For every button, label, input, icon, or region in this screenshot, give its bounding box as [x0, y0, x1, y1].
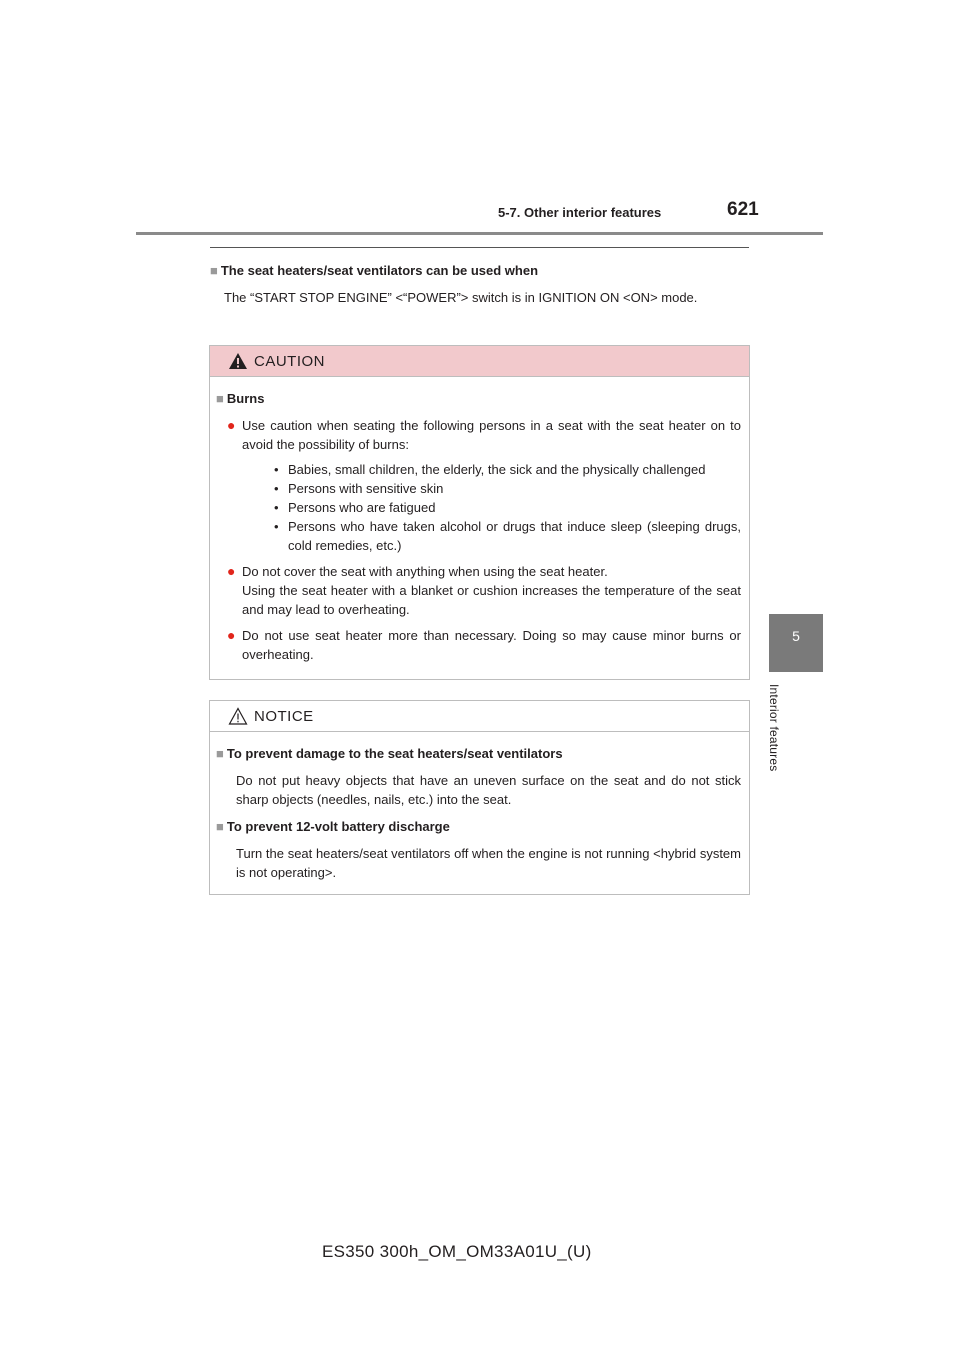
caution-sub-list: [274, 460, 741, 555]
caution-bullet: [216, 416, 741, 555]
caution-sub-item: • Persons who have taken alcohol or drugs that induce sleep (sleeping drugs, cold remedies, etc.): [274, 519, 741, 553]
intro-heading: The seat heaters/seat ventilators can be used when: [220, 263, 539, 278]
notice-title: NOTICE: [254, 708, 314, 725]
chapter-number: 5: [792, 628, 800, 644]
caution-bullet-text: Do not use seat heater more than necessary. Doing so may cause minor burns or overheating.: [242, 628, 741, 662]
caution-bullet-text: Do not cover the seat with anything when using the seat heater.: [242, 564, 608, 579]
notice-text: Do not put heavy objects that have an uneven surface on the seat and do not stick sharp objects (needles, nails, etc.) into the seat.: [236, 773, 741, 807]
header-section-title: 5-7. Other interior features: [498, 205, 662, 220]
warning-outline-icon: [228, 707, 248, 725]
notice-heading: To prevent 12-volt battery discharge: [226, 819, 450, 834]
notice-header: [210, 701, 749, 732]
notice-body: [210, 732, 749, 882]
red-dot-icon: ●: [227, 627, 236, 643]
caution-sub-item: • Babies, small children, the elderly, the sick and the physically challenged: [274, 462, 706, 477]
warning-icon: [228, 352, 248, 370]
caution-title: CAUTION: [254, 353, 325, 370]
notice-heading: To prevent damage to the seat heaters/seat ventilators: [226, 746, 563, 761]
caution-bullet-text: Use caution when seating the following persons in a seat with the seat heater on to avoid the possibility of burns:: [242, 418, 741, 452]
square-bullet-icon: ■: [216, 391, 224, 406]
intro-section: [210, 261, 750, 307]
chapter-tab: [769, 614, 823, 672]
square-bullet-icon: ■: [216, 746, 224, 761]
square-bullet-icon: ■: [216, 819, 224, 834]
red-dot-icon: ●: [227, 417, 236, 433]
caution-sub-item: • Persons with sensitive skin: [274, 481, 444, 496]
intro-text: The “START STOP ENGINE” <“POWER”> switch is in IGNITION ON <ON> mode.: [224, 290, 698, 305]
footer-doc-id: ES350 300h_OM_OM33A01U_(U): [322, 1242, 592, 1261]
sub-rule: [210, 247, 749, 248]
notice-text: Turn the seat heaters/seat ventilators off when the engine is not running <hybrid system is not operating>.: [236, 846, 741, 880]
caution-body: [210, 377, 749, 664]
square-bullet-icon: ■: [210, 263, 218, 278]
red-dot-icon: ●: [227, 563, 236, 579]
caution-sub-item: • Persons who are fatigued: [274, 500, 436, 515]
notice-box: [209, 700, 750, 895]
caution-heading: Burns: [226, 391, 265, 406]
chapter-title: Interior features: [767, 684, 781, 772]
page-number: 621: [727, 199, 759, 220]
caution-box: [209, 345, 750, 680]
caution-bullet: [216, 626, 741, 664]
header-rule: [136, 232, 823, 235]
caution-header: [210, 346, 749, 377]
caution-bullet-extra: Using the seat heater with a blanket or cushion increases the temperature of the seat and may lead to overheating.: [242, 583, 741, 617]
caution-bullet: [216, 562, 741, 619]
